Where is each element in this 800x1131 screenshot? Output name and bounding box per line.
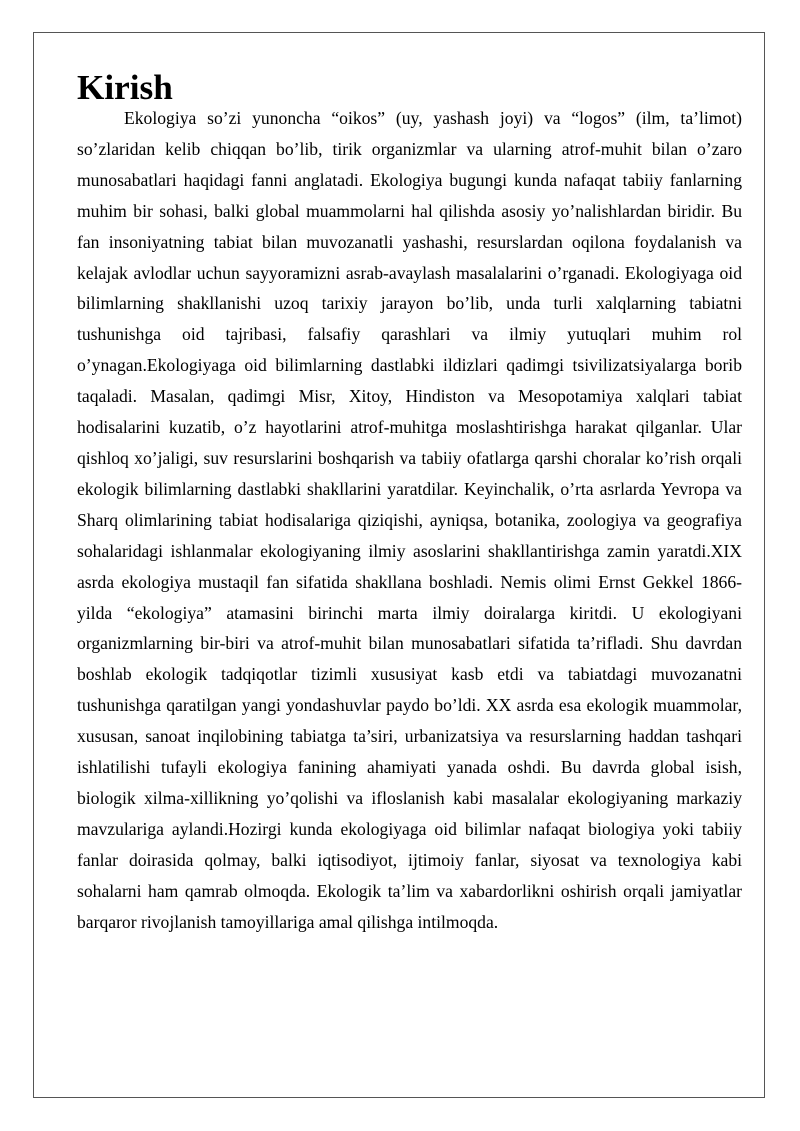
section-heading: Kirish	[77, 68, 173, 107]
body-paragraph: Ekologiya so’zi yunoncha “oikos” (uy, yashash joyi) va “logos” (ilm, ta’limot) so’zlaridan kelib chiqqan bo’lib, tirik organizmlar va ularning atrof-muhit bilan o’zaro munosabatlari haqidagi fanni anglatadi. Ekologiya bugungi kunda nafaqat tabiiy fanlarning muhim bir sohasi, balki global muammolarni hal qilishda asosiy yo’nalishlardan biridir. Bu fan insoniyatning tabiat bilan muvozanatli yashashi, resurslardan oqilona foydalanish va kelajak avlodlar uchun sayyoramizni asrab-avaylash masalalarini o’rganadi. Ekologiyaga oid bilimlarning shakllanishi uzoq tarixiy jarayon bo’lib, unda turli xalqlarning tabiatni tushunishga oid tajribasi, falsafiy qarashlari va ilmiy yutuqlari muhim rol o’ynagan.Ekologiyaga oid bilimlarning dastlabki ildizlari qadimgi tsivilizatsiyalarga borib taqaladi. Masalan, qadimgi Misr, Xitoy, Hindiston va Mesopotamiya xalqlari tabiat hodisalarini kuzatib, o’z hayotlarini atrof-muhitga moslashtirishga harakat qilganlar. Ular qishloq xo’jaligi, suv resurslarini boshqarish va tabiiy ofatlarga qarshi choralar ko’rish orqali ekologik bilimlarning dastlabki shakllarini yaratdilar. Keyinchalik, o’rta asrlarda Yevropa va Sharq olimlarining tabiat hodisalariga qiziqishi, ayniqsa, botanika, zoologiya va geografiya sohalaridagi ishlanmalar ekologiyaning ilmiy asoslarini shakllantirishga zamin yaratdi.XIX asrda ekologiya mustaqil fan sifatida shakllana boshladi. Nemis olimi Ernst Gekkel 1866-yilda “ekologiya” atamasini birinchi marta ilmiy doiralarga kiritdi. U ekologiyani organizmlarning bir-biri va atrof-muhit bilan munosabatlari sifatida ta’rifladi. Shu davrdan boshlab ekologik tadqiqotlar tizimli xususiyat kasb etdi va tabiatdagi muvozanatni tushunishga qaratilgan yangi yondashuvlar paydo bo’ldi. XX asrda esa ekologik muammolar, xususan, sanoat inqilobining tabiatga ta’siri, urbanizatsiya va resurslarning haddan tashqari ishlatilishi tufayli ekologiya fanining ahamiyati yanada oshdi. Bu davrda global isish, biologik xilma-xillikning yo’qolishi va ifloslanish kabi masalalar ekologiyaning markaziy mavzulariga aylandi.Hozirgi kunda ekologiyaga oid bilimlar nafaqat biologiya yoki tabiiy fanlar doirasida qolmay, balki iqtisodiyot, ijtimoiy fanlar, siyosat va texnologiya kabi sohalarni ham qamrab olmoqda. Ekologik ta’lim va xabardorlikni oshirish orqali jamiyatlar barqaror rivojlanish tamoyillariga amal qilishga intilmoqda.	[77, 108, 742, 932]
document-content	[77, 68, 742, 937]
